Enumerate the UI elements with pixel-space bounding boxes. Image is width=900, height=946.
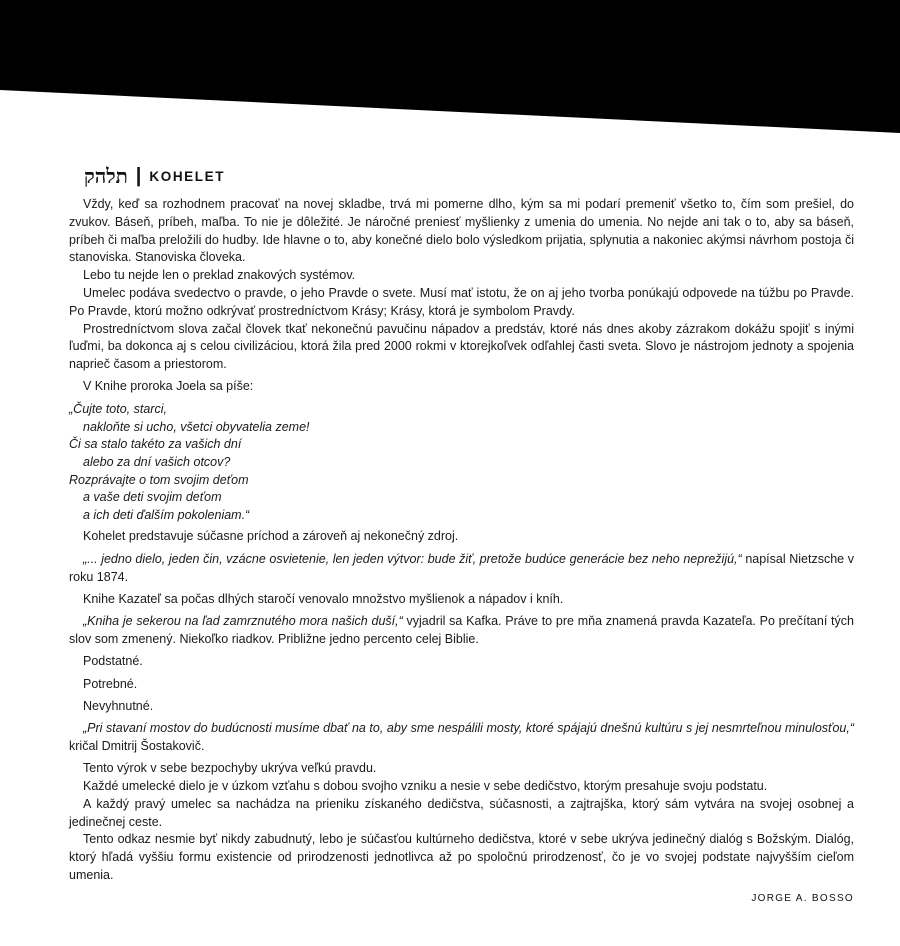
- joel-quote-poem: [69, 401, 854, 524]
- poem-line: Rozprávajte o tom svojim deťom: [69, 472, 249, 487]
- poem-line: „Čujte toto, starci,: [69, 402, 167, 417]
- paragraph-15: Každé umelecké dielo je v úzkom vzťahu s dobou svojho vzniku a nesie v sebe dedičstvo, ktorým presahuje svoju podstatu.: [83, 778, 768, 793]
- poem-line: Či sa stalo takéto za vašich dní: [69, 437, 242, 452]
- paragraph-17: Tento odkaz nesmie byť nikdy zabudnutý, lebo je súčasťou kultúrneho dedičstva, ktoré v sebe ukrýva jedinečný dialóg s Božským. Dialóg, ktorý hľadá vyššiu formu existencie od prirodzenosti jednotlivca až po spoločnú prirodzenosť, čo je vo svojej podstate najvyšším cieľom umenia.: [69, 832, 854, 882]
- kafka-attribution: vyjadril sa Kafka. Práve to pre mňa znamená pravda Kazateľa. Po prečítaní tých slov som zmenený. Niekoľko riadkov. Približne jedno percento celej Biblie.: [69, 614, 854, 646]
- nietzsche-quote: „... jedno dielo, jeden čin, vzácne osvietenie, len jeden výtvor: bude žiť, pretože budúce generácie bez neho neprežijú,“: [83, 551, 742, 566]
- shostakovich-quote: „Pri stavaní mostov do budúcnosti musíme dbať na to, aby sme nespálili mosty, ktoré spájajú dnešnú kultúru s jej nesmrteľnou minulosťou,“: [83, 721, 854, 736]
- article-heading: [84, 163, 225, 189]
- poem-line: a vaše deti svojim deťom: [83, 490, 222, 505]
- paragraph-8: Knihe Kazateľ sa počas dlhých staročí venovalo množstvo myšlienok a nápadov i kníh.: [83, 591, 564, 606]
- article-title: KOHELET: [149, 168, 226, 184]
- shostakovich-attribution: kričal Dmitrij Šostakovič.: [69, 738, 205, 753]
- paragraph-10: Podstatné.: [83, 654, 143, 669]
- article-body: [69, 196, 854, 885]
- paragraph-nietzsche: [69, 551, 854, 587]
- paragraph-3: Umelec podáva svedectvo o pravde, o jeho Pravde o svete. Musí mať istotu, že on aj jeho tvorba ponúkajú odpovede na túžbu po Pravde. Po Pravde, ktorú možno odkrývať prostredníctvom Krásy; Krásy, ktorá je symbolom Pravdy.: [69, 285, 854, 318]
- poem-line: a ich deti ďalším pokoleniam.“: [83, 507, 250, 522]
- paragraph-14: Tento výrok v sebe bezpochyby ukrýva veľkú pravdu.: [83, 761, 377, 776]
- title-separator: |: [135, 164, 142, 187]
- nietzsche-attribution: napísal Nietzsche v roku 1874.: [69, 551, 854, 584]
- paragraph-2: Lebo tu nejde len o preklad znakových systémov.: [83, 268, 356, 283]
- paragraph-shostakovich: [69, 720, 854, 756]
- black-header-banner: [0, 0, 900, 135]
- kafka-quote: „Kniha je sekerou na ľad zamrznutého mora našich duší,“: [83, 614, 403, 629]
- paragraph-5: V Knihe proroka Joela sa píše:: [83, 379, 254, 394]
- paragraph-6: Kohelet predstavuje súčasne príchod a zároveň aj nekonečný zdroj.: [83, 529, 459, 544]
- hebrew-title: תלהק: [84, 163, 128, 188]
- paragraph-4: Prostredníctvom slova začal človek tkať nekonečnú pavučinu nápadov a predstáv, ktoré nás dnes akoby zázrakom dokážu spojiť s inými ľuďmi, ba dokonca aj s celou civilizáciou, ktorá žila pred 2000 rokmi v ktorejkoľvek odľahlej časti sveta. Slovo je nástrojom jednoty a spojenia naprieč časom a priestorom.: [69, 321, 854, 372]
- paragraph-11: Potrebné.: [83, 676, 138, 691]
- author-signature: JORGE A. BOSSO: [751, 893, 854, 904]
- paragraph-16: A každý pravý umelec sa nachádza na prieniku získaného dedičstva, súčasnosti, a zajtrajška, ktorý sám vytvára na svojej osobnej a jedinečnej ceste.: [69, 796, 854, 829]
- paragraph-1: Vždy, keď sa rozhodnem pracovať na novej skladbe, trvá mi pomerne dlho, kým sa mi podarí premeniť všetko to, čím som prešiel, do zvukov. Báseň, príbeh, maľba. To nie je dôležité. Je náročné preniesť myšlienky z umenia do umenia. No nejde ani tak o to, aby sa báseň, príbeh či maľba preložili do hudby. Ide hlavne o to, aby konečné dielo bolo výsledkom prijatia, splynutia a nakoniec akýmsi návrhom postoja či stanoviska. Stanoviska človeka.: [69, 197, 854, 265]
- paragraph-kafka: [69, 613, 854, 649]
- poem-line: nakloňte si ucho, všetci obyvatelia zeme!: [83, 419, 310, 434]
- poem-line: alebo za dní vašich otcov?: [83, 455, 231, 470]
- paragraph-12: Nevyhnutné.: [83, 698, 154, 713]
